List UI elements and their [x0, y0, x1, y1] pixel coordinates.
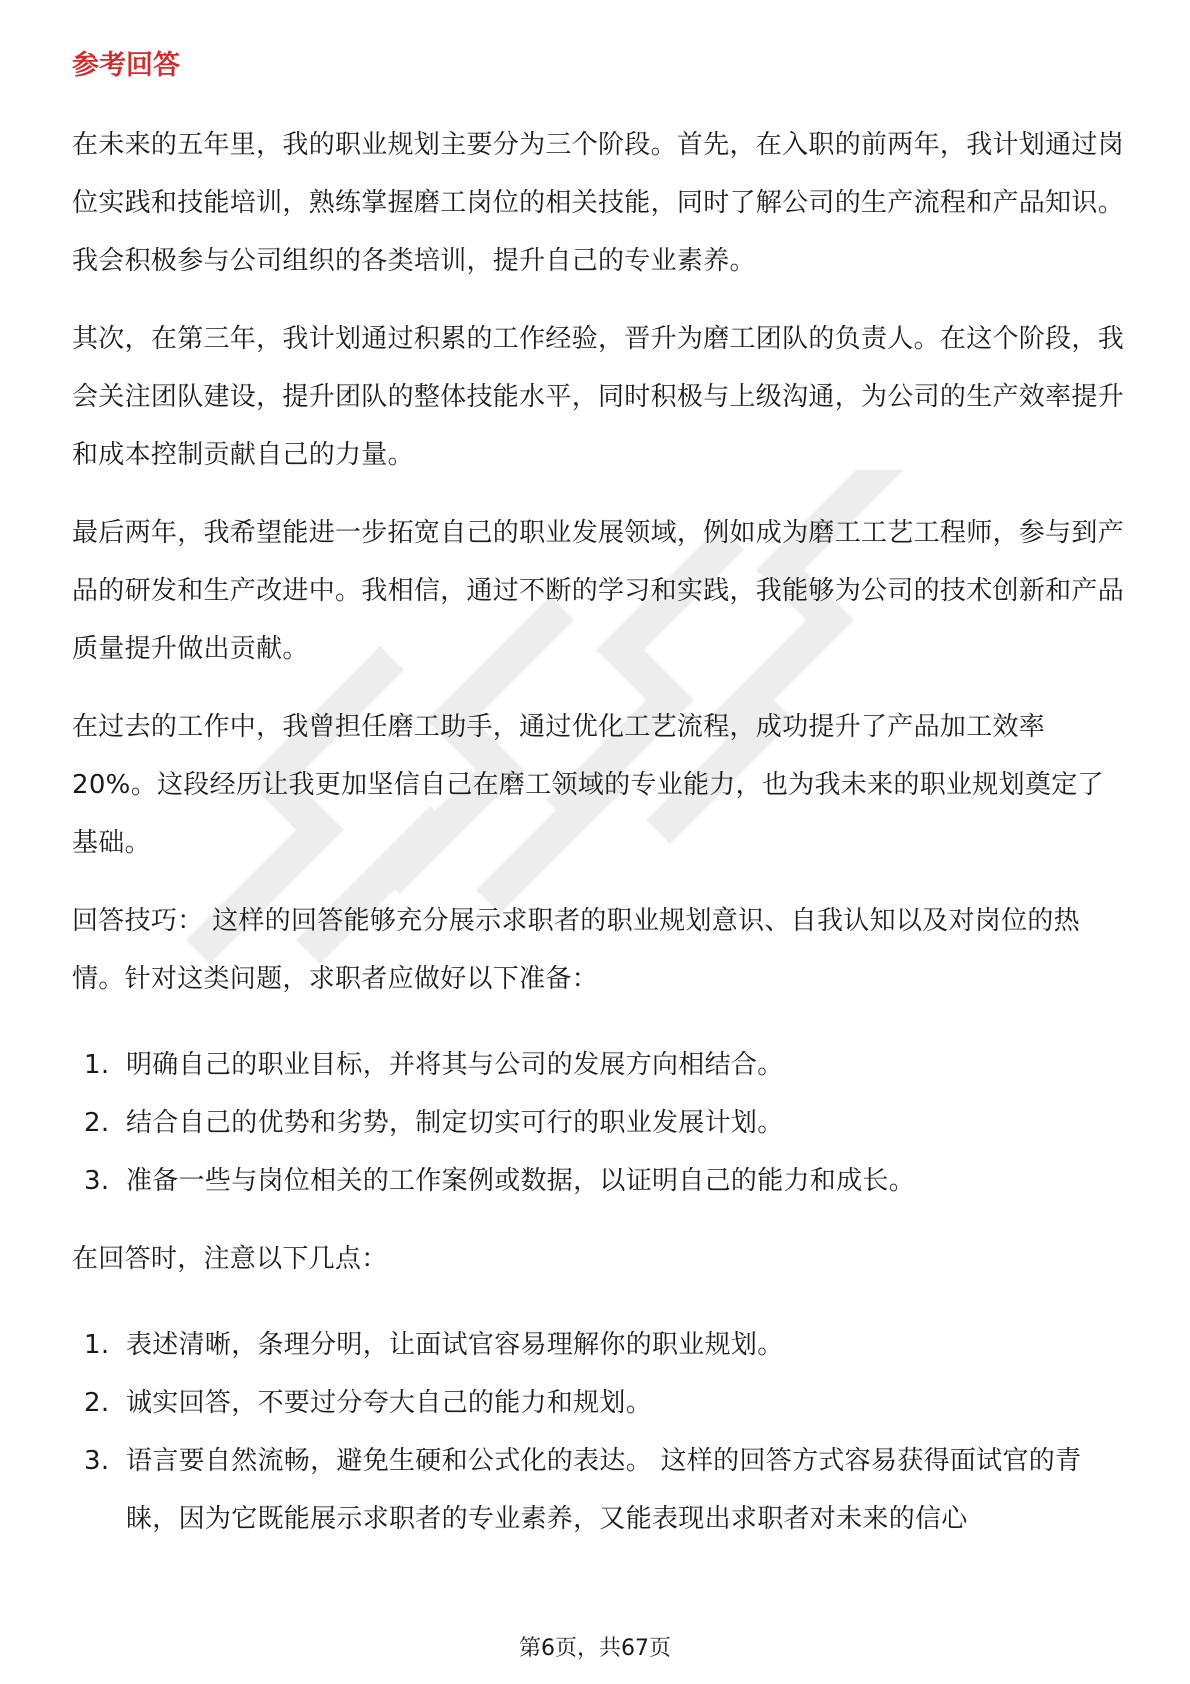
document-page [72, 46, 1128, 1548]
answer-paragraph-1: 在未来的五年里，我的职业规划主要分为三个阶段。首先，在入职的前两年，我计划通过岗位实践和技能培训，熟练掌握磨工岗位的相关技能，同时了解公司的生产流程和产品知识。我会积极参与公司组织的各类培训，提升自己的专业素养。 [72, 130, 1125, 276]
list-text: 诚实回答，不要过分夸大自己的能力和规划。 [126, 1388, 653, 1418]
section-heading: 参考回答 [72, 50, 180, 81]
list-item [72, 1036, 1128, 1094]
list-text: 表述清晰，条理分明，让面试官容易理解你的职业规划。 [126, 1330, 784, 1360]
answer-paragraph-3: 最后两年，我希望能进一步拓宽自己的职业发展领域，例如成为磨工工艺工程师，参与到产品的研发和生产改进中。我相信，通过不断的学习和实践，我能够为公司的技术创新和产品质量提升做出贡献。 [72, 518, 1125, 664]
tips-paragraph: 回答技巧： 这样的回答能够充分展示求职者的职业规划意识、自我认知以及对岗位的热情。针对这类问题，求职者应做好以下准备： [72, 906, 1080, 994]
list-text: 准备一些与岗位相关的工作案例或数据，以证明自己的能力和成长。 [126, 1166, 916, 1196]
notes-intro: 在回答时，注意以下几点： [72, 1244, 388, 1274]
list-number: 1. [84, 1330, 110, 1360]
list-item [72, 1094, 1128, 1152]
answer-paragraph-2: 其次，在第三年，我计划通过积累的工作经验，晋升为磨工团队的负责人。在这个阶段，我会关注团队建设，提升团队的整体技能水平，同时积极与上级沟通，为公司的生产效率提升和成本控制贡献自己的力量。 [72, 324, 1125, 470]
answer-paragraph-4: 在过去的工作中，我曾担任磨工助手，通过优化工艺流程，成功提升了产品加工效率20%。这段经历让我更加坚信自己在磨工领域的专业能力，也为我未来的职业规划奠定了基础。 [72, 712, 1104, 858]
list-item [72, 1374, 1128, 1432]
list-number: 1. [84, 1050, 110, 1080]
list-number: 2. [84, 1108, 110, 1138]
notes-list [72, 1316, 1128, 1548]
list-item [72, 1432, 1128, 1548]
preparation-list [72, 1036, 1128, 1210]
list-item [72, 1316, 1128, 1374]
list-item [72, 1152, 1128, 1210]
list-number: 3. [84, 1446, 110, 1476]
list-number: 3. [84, 1166, 110, 1196]
page-footer: 第6页，共67页 [519, 1636, 671, 1661]
list-text: 结合自己的优势和劣势，制定切实可行的职业发展计划。 [126, 1108, 784, 1138]
list-number: 2. [84, 1388, 110, 1418]
list-text: 明确自己的职业目标，并将其与公司的发展方向相结合。 [126, 1050, 784, 1080]
list-text: 语言要自然流畅，避免生硬和公式化的表达。 这样的回答方式容易获得面试官的青睐，因为它既能展示求职者的专业素养，又能表现出求职者对未来的信心 [126, 1446, 1082, 1534]
